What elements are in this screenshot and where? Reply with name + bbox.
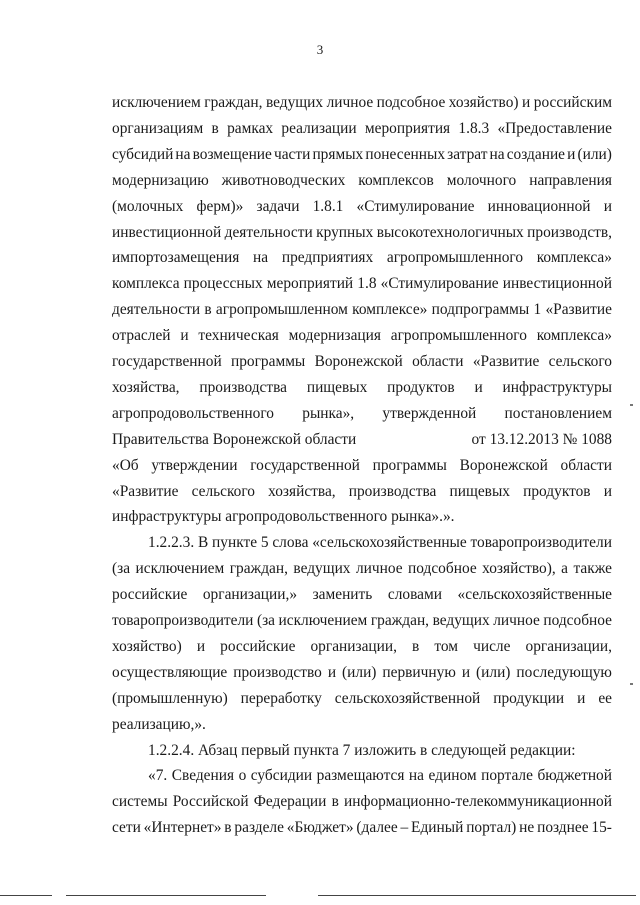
text-line — [112, 401, 612, 427]
text-line — [112, 686, 612, 712]
word: высокотехнологичных — [376, 223, 524, 241]
word: государственной — [250, 456, 360, 474]
word: портале — [481, 767, 533, 785]
word: и — [603, 482, 612, 500]
text-line — [112, 297, 612, 323]
word: (далее — [356, 819, 398, 837]
word: организации, — [310, 637, 397, 655]
word: разделе — [234, 819, 284, 837]
word: постановлением — [504, 404, 612, 422]
word: и — [327, 663, 337, 681]
word: бюджетной — [537, 767, 612, 785]
word: продукции — [493, 689, 565, 707]
word: субсидий — [112, 145, 174, 163]
word: товаропроизводители — [470, 534, 612, 552]
text-line-right: от 13.12.2013 № 1088 — [471, 430, 612, 448]
word: ферм)» — [196, 197, 244, 215]
word: граждан, — [370, 612, 430, 629]
text-line — [112, 194, 612, 220]
word: в — [224, 819, 232, 837]
word: возмещение — [192, 145, 272, 163]
word: молочного — [446, 171, 517, 189]
word: ведущих — [293, 560, 351, 578]
text-line — [112, 660, 612, 686]
word: подпрограммы — [431, 301, 530, 319]
word: инвестиционной — [112, 223, 222, 241]
word: области — [560, 456, 612, 474]
word: и — [567, 145, 576, 163]
word: хозяйство), — [482, 560, 556, 578]
word: 5 — [260, 534, 269, 552]
text-line — [112, 271, 612, 297]
word: «сельскохозяйственные — [457, 586, 612, 604]
word: агропромышленном — [215, 301, 348, 319]
word: утвержденной — [382, 404, 477, 422]
word: создание — [506, 145, 566, 163]
text-line — [112, 375, 612, 401]
word: деятельности — [224, 223, 313, 241]
word: затрат — [447, 145, 488, 163]
word: ее — [598, 689, 612, 707]
word: едином — [428, 767, 477, 785]
word: пункте — [212, 534, 258, 552]
word: в — [211, 119, 219, 137]
word: портал) — [466, 819, 517, 837]
word: мероприятий — [266, 275, 354, 293]
word: организациям — [112, 119, 204, 137]
word: «Развитие — [545, 301, 612, 319]
word: том — [434, 637, 459, 655]
word: хозяйства, — [268, 482, 336, 500]
text-line — [112, 142, 612, 168]
word: агропромышленного — [386, 249, 524, 267]
word: животноводческих — [221, 171, 346, 189]
word: заменить — [312, 586, 373, 604]
word: продуктов — [387, 378, 455, 396]
word: направления — [529, 171, 612, 189]
word: инвестиционной — [502, 275, 612, 293]
word: о — [238, 767, 247, 785]
word: и — [474, 378, 483, 396]
word: субсидии — [250, 767, 313, 785]
word: на — [175, 145, 191, 163]
word: программы — [372, 456, 447, 474]
word: «Предоставление — [497, 119, 612, 137]
word: личное — [493, 612, 540, 629]
word: 1.8.3 — [458, 119, 490, 137]
word: прямых — [312, 145, 364, 163]
word: сельского — [191, 482, 255, 500]
word: инфраструктуры — [502, 378, 612, 396]
word: «Стимулирование — [356, 197, 475, 215]
word: агропродовольственного — [112, 404, 274, 422]
word: хозяйство) — [112, 637, 182, 655]
word: производство — [233, 663, 322, 681]
word: задачи — [256, 197, 300, 215]
word: исключением — [278, 612, 368, 629]
word: организации, — [525, 637, 612, 655]
word: товаропроизводители — [112, 612, 254, 629]
text-line — [112, 634, 612, 660]
text-line: 1.2.2.4. Абзац первый пункта 7 изложить в следующей редакции: — [148, 741, 576, 759]
word: импортозамещения — [112, 249, 240, 267]
word: в — [204, 301, 212, 319]
text-line — [148, 530, 612, 556]
word: российским — [533, 94, 612, 111]
word: «Об — [112, 456, 139, 474]
text-line: инфраструктуры агропродовольственного рынка».». — [112, 508, 455, 526]
text-line — [112, 245, 612, 271]
word: осуществляющие — [112, 663, 228, 681]
text-line — [112, 479, 612, 505]
word: части — [273, 145, 311, 163]
word: модернизацию — [112, 171, 209, 189]
word: (или) — [577, 145, 612, 163]
word: и — [180, 327, 189, 345]
word: – — [400, 819, 409, 837]
word: инновационной — [487, 197, 591, 215]
word: российские — [112, 586, 188, 604]
word: слова — [272, 534, 309, 552]
word: агропромышленного — [390, 327, 527, 345]
word: Единый — [411, 819, 464, 837]
word: сети — [112, 819, 141, 837]
word: процессных — [183, 275, 263, 293]
word: словами — [387, 586, 442, 604]
word: Федерации — [253, 793, 327, 811]
footer-rule — [0, 895, 52, 896]
word: последующую — [516, 663, 612, 681]
word: хозяйства, — [112, 378, 180, 396]
word: комплексов — [358, 171, 434, 189]
page-number: 3 — [316, 42, 324, 57]
text-line — [112, 582, 612, 608]
word: а — [561, 560, 569, 578]
word: первичную — [382, 663, 456, 681]
text-line — [112, 427, 612, 453]
text-line — [112, 116, 612, 142]
word: «Развитие — [472, 353, 540, 370]
word: личное — [326, 94, 374, 111]
word: подсобное — [408, 560, 477, 578]
word: граждан, — [229, 560, 288, 578]
word: (молочных — [112, 197, 184, 215]
text-line — [112, 815, 612, 841]
footer-rule — [318, 895, 636, 896]
word: на — [253, 249, 269, 267]
word: граждан, — [204, 94, 263, 111]
word: производства — [348, 482, 437, 500]
word: комплекса» — [536, 249, 612, 267]
text-line — [148, 763, 612, 789]
word: модернизация — [288, 327, 381, 345]
word: 15- — [591, 819, 612, 837]
word: не — [519, 819, 535, 837]
word: (промышленную) — [112, 689, 228, 707]
word: и — [577, 689, 586, 707]
margin-mark — [630, 404, 633, 406]
word: 1 — [533, 301, 542, 319]
word: ведущих — [265, 94, 324, 111]
text-line — [112, 323, 612, 349]
text-line — [112, 220, 612, 246]
word: позднее — [537, 819, 589, 837]
word: и — [461, 663, 471, 681]
word: В — [197, 534, 209, 552]
word: числе — [473, 637, 511, 655]
word: сельского — [548, 353, 612, 370]
word: «Бюджет» — [286, 819, 354, 837]
word: организации,» — [202, 586, 298, 604]
word: хозяйство) — [448, 94, 519, 111]
word: и — [196, 637, 206, 655]
word: (за — [256, 612, 275, 629]
word: комплексе» — [352, 301, 428, 319]
word: (или) — [476, 663, 511, 681]
word: предприятиях — [281, 249, 374, 267]
word: «сельскохозяйственные — [312, 534, 467, 552]
word: на — [489, 145, 505, 163]
word: исключением — [135, 560, 225, 578]
word: производства — [199, 378, 287, 396]
footer-rule — [66, 895, 266, 896]
word: комплекса — [112, 275, 180, 293]
word: размещаются — [316, 767, 405, 785]
word: пищевых — [306, 378, 368, 396]
word: личное — [355, 560, 403, 578]
word: рамках — [227, 119, 274, 137]
word: рынка», — [302, 404, 355, 422]
word: «Стимулирование — [380, 275, 499, 293]
word: ведущих — [432, 612, 490, 629]
word: Российской — [172, 793, 249, 811]
word: 1.8.1 — [312, 197, 344, 215]
word: продуктов — [523, 482, 591, 500]
word: (или) — [342, 663, 377, 681]
word: Воронежской — [314, 353, 403, 370]
word: в — [412, 637, 420, 655]
word: пищевых — [449, 482, 510, 500]
word: переработку — [240, 689, 322, 707]
word: отраслей — [112, 327, 171, 345]
word: техническая — [198, 327, 279, 345]
word: комплекса» — [536, 327, 612, 345]
word: Воронежской — [459, 456, 548, 474]
word: деятельности — [112, 301, 201, 319]
word: «Развитие — [112, 482, 179, 500]
word: 1.8 — [357, 275, 377, 293]
text-line — [112, 453, 612, 479]
word: информационно-телекоммуникационной — [344, 793, 612, 811]
text-line — [112, 556, 612, 582]
word: (за — [112, 560, 131, 578]
word: 1.2.2.3. — [148, 534, 195, 552]
text-line — [112, 608, 612, 634]
word: области — [412, 353, 464, 370]
word: понесенных — [365, 145, 446, 163]
text-line-left: Правительства Воронежской области — [112, 430, 357, 448]
word: в — [331, 793, 339, 811]
word: российские — [220, 637, 296, 655]
word: мероприятия — [364, 119, 451, 137]
word: Сведения — [171, 767, 235, 785]
word: утверждении — [151, 456, 238, 474]
word: государственной — [112, 353, 222, 370]
word: также — [573, 560, 612, 578]
word: и — [522, 94, 531, 111]
word: подсобное — [543, 612, 612, 629]
text-line — [112, 168, 612, 194]
word: «7. — [148, 767, 168, 785]
word: крупных — [316, 223, 374, 241]
text-line: реализацию,». — [112, 715, 206, 733]
text-line — [112, 349, 612, 375]
margin-mark — [630, 683, 633, 685]
word: системы — [112, 793, 168, 811]
text-line — [112, 789, 612, 815]
word: производств, — [527, 223, 612, 241]
word: сельскохозяйственной — [334, 689, 481, 707]
word: «Интернет» — [143, 819, 222, 837]
word: подсобное — [376, 94, 446, 111]
word: реализации — [281, 119, 357, 137]
word: и — [603, 197, 612, 215]
text-line — [112, 90, 612, 116]
word: программы — [230, 353, 306, 370]
word: на — [408, 767, 424, 785]
word: исключением — [112, 94, 201, 111]
